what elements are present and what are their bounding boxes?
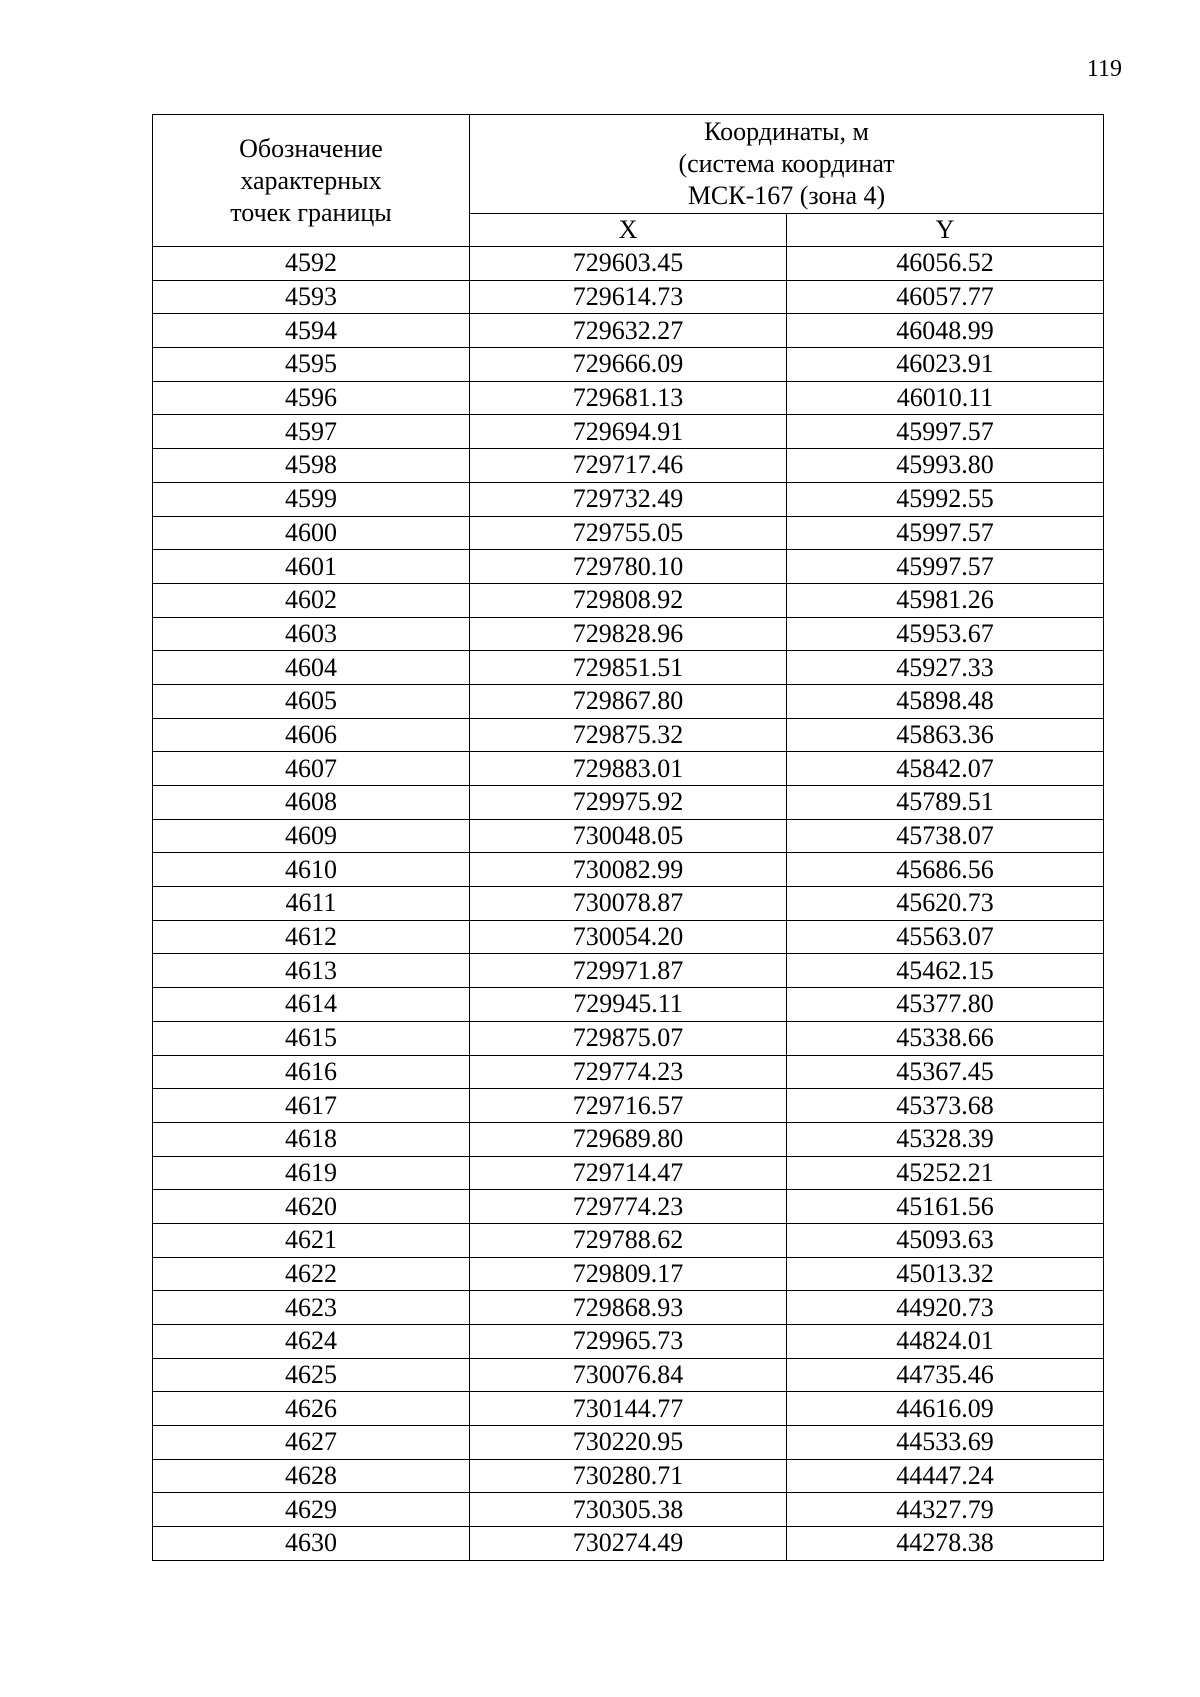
table-row bbox=[153, 381, 1104, 415]
cell-point: 4600 bbox=[153, 516, 470, 550]
cell-y: 45620.73 bbox=[787, 887, 1104, 921]
cell-point: 4606 bbox=[153, 718, 470, 752]
cell-point: 4611 bbox=[153, 887, 470, 921]
cell-y: 45997.57 bbox=[787, 550, 1104, 584]
cell-x: 730144.77 bbox=[470, 1392, 787, 1426]
table-row bbox=[153, 247, 1104, 281]
cell-y: 45981.26 bbox=[787, 583, 1104, 617]
table-row bbox=[153, 583, 1104, 617]
cell-x: 729694.91 bbox=[470, 415, 787, 449]
cell-point: 4622 bbox=[153, 1257, 470, 1291]
cell-y: 45161.56 bbox=[787, 1190, 1104, 1224]
table-row bbox=[153, 651, 1104, 685]
cell-point: 4616 bbox=[153, 1055, 470, 1089]
cell-x: 729883.01 bbox=[470, 752, 787, 786]
cell-point: 4594 bbox=[153, 314, 470, 348]
cell-y: 46048.99 bbox=[787, 314, 1104, 348]
cell-point: 4602 bbox=[153, 583, 470, 617]
cell-y: 45927.33 bbox=[787, 651, 1104, 685]
header-coords-line2: (система координат bbox=[678, 149, 895, 178]
table-row bbox=[153, 314, 1104, 348]
table-row bbox=[153, 1426, 1104, 1460]
cell-point: 4619 bbox=[153, 1156, 470, 1190]
cell-y: 46010.11 bbox=[787, 381, 1104, 415]
cell-x: 730054.20 bbox=[470, 920, 787, 954]
table-row bbox=[153, 550, 1104, 584]
table-row bbox=[153, 988, 1104, 1022]
cell-point: 4608 bbox=[153, 786, 470, 820]
cell-x: 730078.87 bbox=[470, 887, 787, 921]
cell-y: 45093.63 bbox=[787, 1223, 1104, 1257]
cell-y: 45563.07 bbox=[787, 920, 1104, 954]
cell-x: 729851.51 bbox=[470, 651, 787, 685]
table-row bbox=[153, 1325, 1104, 1359]
table-row bbox=[153, 887, 1104, 921]
table-row bbox=[153, 1291, 1104, 1325]
cell-y: 44278.38 bbox=[787, 1527, 1104, 1561]
table-row bbox=[153, 1223, 1104, 1257]
table-row bbox=[153, 752, 1104, 786]
table-row bbox=[153, 1122, 1104, 1156]
cell-point: 4593 bbox=[153, 280, 470, 314]
cell-point: 4610 bbox=[153, 853, 470, 887]
table-row bbox=[153, 718, 1104, 752]
header-coords-line3: МСК-167 (зона 4) bbox=[687, 181, 886, 210]
cell-x: 729788.62 bbox=[470, 1223, 787, 1257]
cell-x: 729828.96 bbox=[470, 617, 787, 651]
table-row bbox=[153, 1392, 1104, 1426]
cell-x: 729632.27 bbox=[470, 314, 787, 348]
cell-point: 4612 bbox=[153, 920, 470, 954]
cell-y: 46023.91 bbox=[787, 348, 1104, 382]
cell-x: 729867.80 bbox=[470, 684, 787, 718]
cell-point: 4620 bbox=[153, 1190, 470, 1224]
header-coords-line1: Координаты, м bbox=[704, 117, 869, 146]
cell-x: 730274.49 bbox=[470, 1527, 787, 1561]
cell-y: 45863.36 bbox=[787, 718, 1104, 752]
cell-y: 44920.73 bbox=[787, 1291, 1104, 1325]
cell-x: 729716.57 bbox=[470, 1089, 787, 1123]
cell-x: 729717.46 bbox=[470, 449, 787, 483]
header-point-line2: характерных bbox=[240, 165, 382, 195]
cell-point: 4607 bbox=[153, 752, 470, 786]
cell-point: 4604 bbox=[153, 651, 470, 685]
table-row bbox=[153, 449, 1104, 483]
cell-y: 45686.56 bbox=[787, 853, 1104, 887]
table-row bbox=[153, 1358, 1104, 1392]
cell-point: 4618 bbox=[153, 1122, 470, 1156]
table-row bbox=[153, 853, 1104, 887]
table-row bbox=[153, 1459, 1104, 1493]
cell-x: 729868.93 bbox=[470, 1291, 787, 1325]
cell-x: 730082.99 bbox=[470, 853, 787, 887]
cell-point: 4630 bbox=[153, 1527, 470, 1561]
cell-x: 729681.13 bbox=[470, 381, 787, 415]
cell-y: 45738.07 bbox=[787, 819, 1104, 853]
cell-x: 729666.09 bbox=[470, 348, 787, 382]
cell-point: 4623 bbox=[153, 1291, 470, 1325]
table-row bbox=[153, 920, 1104, 954]
cell-x: 729809.17 bbox=[470, 1257, 787, 1291]
table-row bbox=[153, 482, 1104, 516]
cell-y: 45997.57 bbox=[787, 516, 1104, 550]
cell-point: 4598 bbox=[153, 449, 470, 483]
cell-x: 730220.95 bbox=[470, 1426, 787, 1460]
table-row bbox=[153, 1493, 1104, 1527]
header-point-designation bbox=[153, 115, 470, 247]
table-row bbox=[153, 1156, 1104, 1190]
table-row bbox=[153, 280, 1104, 314]
cell-x: 729971.87 bbox=[470, 954, 787, 988]
cell-point: 4617 bbox=[153, 1089, 470, 1123]
table-row bbox=[153, 684, 1104, 718]
table-row bbox=[153, 516, 1104, 550]
cell-point: 4592 bbox=[153, 247, 470, 281]
cell-y: 44327.79 bbox=[787, 1493, 1104, 1527]
cell-point: 4609 bbox=[153, 819, 470, 853]
table-row bbox=[153, 954, 1104, 988]
cell-x: 729965.73 bbox=[470, 1325, 787, 1359]
cell-x: 729780.10 bbox=[470, 550, 787, 584]
header-point-line1: Обозначение bbox=[239, 133, 383, 163]
cell-y: 46056.52 bbox=[787, 247, 1104, 281]
cell-y: 46057.77 bbox=[787, 280, 1104, 314]
cell-x: 729945.11 bbox=[470, 988, 787, 1022]
cell-y: 45367.45 bbox=[787, 1055, 1104, 1089]
cell-x: 729603.45 bbox=[470, 247, 787, 281]
table-row bbox=[153, 1021, 1104, 1055]
cell-x: 730280.71 bbox=[470, 1459, 787, 1493]
cell-y: 45377.80 bbox=[787, 988, 1104, 1022]
cell-x: 729714.47 bbox=[470, 1156, 787, 1190]
table-row bbox=[153, 617, 1104, 651]
cell-point: 4597 bbox=[153, 415, 470, 449]
table-body bbox=[153, 247, 1104, 1561]
cell-x: 729875.07 bbox=[470, 1021, 787, 1055]
cell-point: 4624 bbox=[153, 1325, 470, 1359]
cell-x: 729614.73 bbox=[470, 280, 787, 314]
table-row bbox=[153, 415, 1104, 449]
cell-point: 4626 bbox=[153, 1392, 470, 1426]
cell-point: 4603 bbox=[153, 617, 470, 651]
cell-y: 45373.68 bbox=[787, 1089, 1104, 1123]
cell-y: 44824.01 bbox=[787, 1325, 1104, 1359]
cell-y: 45252.21 bbox=[787, 1156, 1104, 1190]
cell-point: 4605 bbox=[153, 684, 470, 718]
cell-x: 729975.92 bbox=[470, 786, 787, 820]
cell-point: 4595 bbox=[153, 348, 470, 382]
cell-y: 45898.48 bbox=[787, 684, 1104, 718]
cell-point: 4613 bbox=[153, 954, 470, 988]
table-row bbox=[153, 1527, 1104, 1561]
cell-x: 729755.05 bbox=[470, 516, 787, 550]
cell-y: 45953.67 bbox=[787, 617, 1104, 651]
header-row-top bbox=[153, 115, 1104, 214]
cell-point: 4621 bbox=[153, 1223, 470, 1257]
header-point-line3: точек границы bbox=[230, 197, 392, 227]
cell-y: 45842.07 bbox=[787, 752, 1104, 786]
cell-x: 729808.92 bbox=[470, 583, 787, 617]
table-header bbox=[153, 115, 1104, 247]
cell-x: 730305.38 bbox=[470, 1493, 787, 1527]
cell-point: 4629 bbox=[153, 1493, 470, 1527]
cell-y: 44735.46 bbox=[787, 1358, 1104, 1392]
cell-x: 730076.84 bbox=[470, 1358, 787, 1392]
cell-point: 4614 bbox=[153, 988, 470, 1022]
table-row bbox=[153, 786, 1104, 820]
table-row bbox=[153, 1089, 1104, 1123]
cell-y: 45013.32 bbox=[787, 1257, 1104, 1291]
cell-point: 4628 bbox=[153, 1459, 470, 1493]
cell-x: 730048.05 bbox=[470, 819, 787, 853]
table-row bbox=[153, 1190, 1104, 1224]
cell-point: 4627 bbox=[153, 1426, 470, 1460]
cell-y: 44447.24 bbox=[787, 1459, 1104, 1493]
cell-y: 45789.51 bbox=[787, 786, 1104, 820]
table-row bbox=[153, 348, 1104, 382]
cell-x: 729774.23 bbox=[470, 1055, 787, 1089]
cell-y: 45338.66 bbox=[787, 1021, 1104, 1055]
cell-point: 4599 bbox=[153, 482, 470, 516]
cell-point: 4615 bbox=[153, 1021, 470, 1055]
table-row bbox=[153, 819, 1104, 853]
table-row bbox=[153, 1055, 1104, 1089]
coordinates-table bbox=[152, 114, 1104, 1561]
header-coordinates bbox=[470, 115, 1104, 214]
cell-y: 45997.57 bbox=[787, 415, 1104, 449]
cell-y: 45992.55 bbox=[787, 482, 1104, 516]
cell-x: 729875.32 bbox=[470, 718, 787, 752]
cell-x: 729732.49 bbox=[470, 482, 787, 516]
cell-y: 44616.09 bbox=[787, 1392, 1104, 1426]
cell-x: 729689.80 bbox=[470, 1122, 787, 1156]
header-y: Y bbox=[787, 214, 1104, 247]
cell-point: 4601 bbox=[153, 550, 470, 584]
cell-y: 44533.69 bbox=[787, 1426, 1104, 1460]
cell-point: 4625 bbox=[153, 1358, 470, 1392]
page-number: 119 bbox=[1086, 56, 1122, 82]
table-row bbox=[153, 1257, 1104, 1291]
cell-point: 4596 bbox=[153, 381, 470, 415]
cell-y: 45462.15 bbox=[787, 954, 1104, 988]
cell-y: 45993.80 bbox=[787, 449, 1104, 483]
cell-x: 729774.23 bbox=[470, 1190, 787, 1224]
header-x: X bbox=[470, 214, 787, 247]
cell-y: 45328.39 bbox=[787, 1122, 1104, 1156]
